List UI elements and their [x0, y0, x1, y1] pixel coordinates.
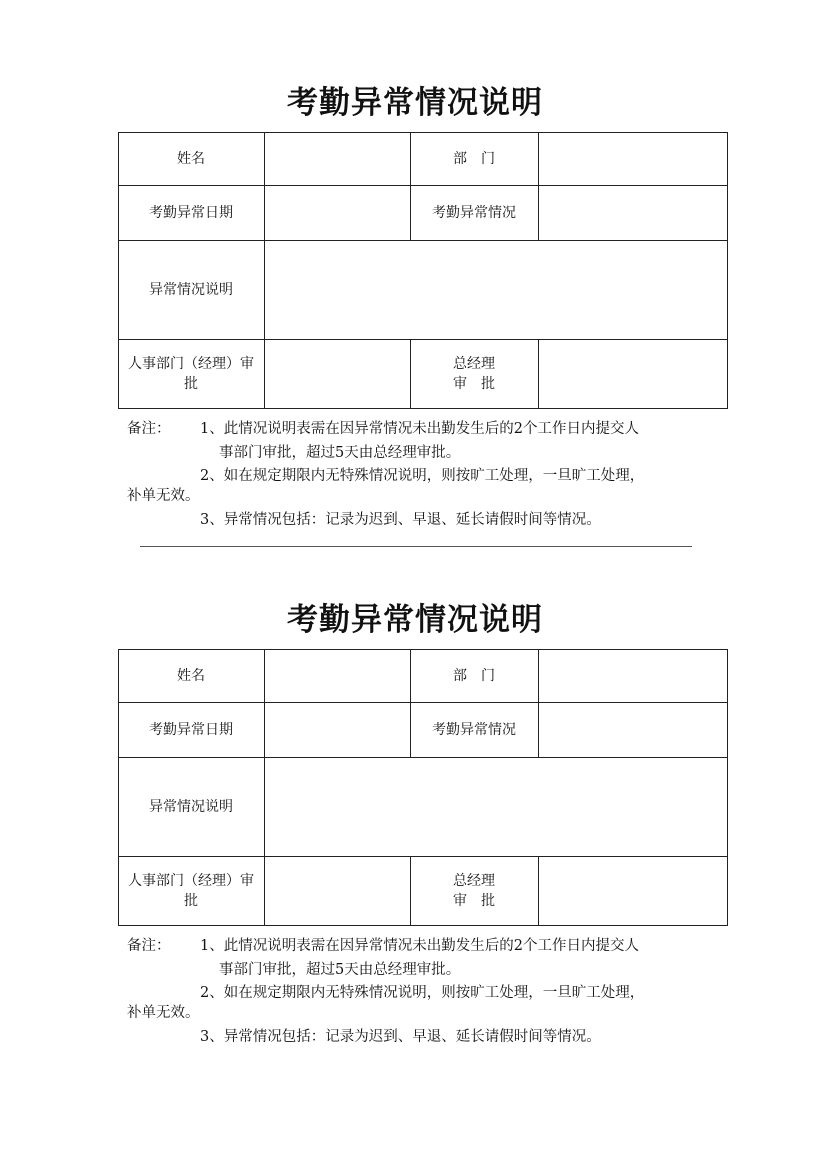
note-1-line-1: 1、此情况说明表需在因异常情况未出勤发生后的2个工作日内提交人 — [200, 421, 639, 437]
note-2-line-1: 2、如在规定期限内无特殊情况说明，则按旷工处理，一旦旷工处理， — [200, 985, 645, 1001]
note-1-line-2: 事部门审批，超过5天由总经理审批。 — [219, 962, 461, 978]
name-label: 姓名 — [177, 667, 205, 684]
hr-approval-field[interactable] — [265, 339, 410, 408]
explanation-field[interactable] — [265, 757, 727, 856]
department-field[interactable] — [539, 132, 727, 185]
notes-label: 备注： — [127, 421, 171, 437]
hr-approval-label — [118, 339, 264, 408]
date-label: 考勤异常日期 — [149, 721, 233, 738]
explanation-field[interactable] — [265, 240, 727, 339]
gm-approval-label-line2: 审 批 — [453, 892, 495, 909]
note-3: 3、异常情况包括：记录为迟到、早退、延长请假时间等情况。 — [200, 512, 601, 528]
situation-field[interactable] — [539, 702, 727, 757]
explanation-label: 异常情况说明 — [149, 281, 233, 298]
hr-approval-label — [118, 856, 264, 925]
note-2-line-1: 2、如在规定期限内无特殊情况说明，则按旷工处理，一旦旷工处理， — [200, 468, 645, 484]
gm-approval-label-line1: 总经理 — [453, 355, 495, 372]
situation-field[interactable] — [539, 185, 727, 240]
note-2-line-2: 补单无效。 — [127, 488, 200, 504]
department-label: 部 门 — [453, 667, 495, 684]
gm-approval-label-line1: 总经理 — [453, 872, 495, 889]
name-label: 姓名 — [177, 150, 205, 167]
explanation-label: 异常情况说明 — [149, 798, 233, 815]
gm-approval-field[interactable] — [539, 856, 727, 925]
department-field[interactable] — [539, 649, 727, 702]
department-label: 部 门 — [453, 150, 495, 167]
gm-approval-label — [410, 856, 538, 925]
note-1-line-2: 事部门审批，超过5天由总经理审批。 — [219, 445, 461, 461]
hr-approval-label-line2: 批 — [184, 375, 198, 392]
form-title: 考勤异常情况说明 — [287, 85, 543, 121]
name-field[interactable] — [265, 649, 410, 702]
gm-approval-label-line2: 审 批 — [453, 375, 495, 392]
form-table — [118, 649, 728, 926]
gm-approval-label — [410, 339, 538, 408]
situation-label: 考勤异常情况 — [432, 721, 516, 738]
note-3: 3、异常情况包括：记录为迟到、早退、延长请假时间等情况。 — [200, 1029, 601, 1045]
hr-approval-label-line2: 批 — [184, 892, 198, 909]
notes-label: 备注： — [127, 938, 171, 954]
hr-approval-field[interactable] — [265, 856, 410, 925]
note-1-line-1: 1、此情况说明表需在因异常情况未出勤发生后的2个工作日内提交人 — [200, 938, 639, 954]
name-field[interactable] — [265, 132, 410, 185]
hr-approval-label-line1: 人事部门（经理）审 — [128, 872, 254, 889]
form-table — [118, 132, 728, 409]
situation-label: 考勤异常情况 — [432, 204, 516, 221]
hr-approval-label-line1: 人事部门（经理）审 — [128, 355, 254, 372]
date-field[interactable] — [265, 702, 410, 757]
note-2-line-2: 补单无效。 — [127, 1005, 200, 1021]
date-label: 考勤异常日期 — [149, 204, 233, 221]
gm-approval-field[interactable] — [539, 339, 727, 408]
form-title: 考勤异常情况说明 — [287, 602, 543, 638]
date-field[interactable] — [265, 185, 410, 240]
cut-separator — [140, 546, 692, 547]
